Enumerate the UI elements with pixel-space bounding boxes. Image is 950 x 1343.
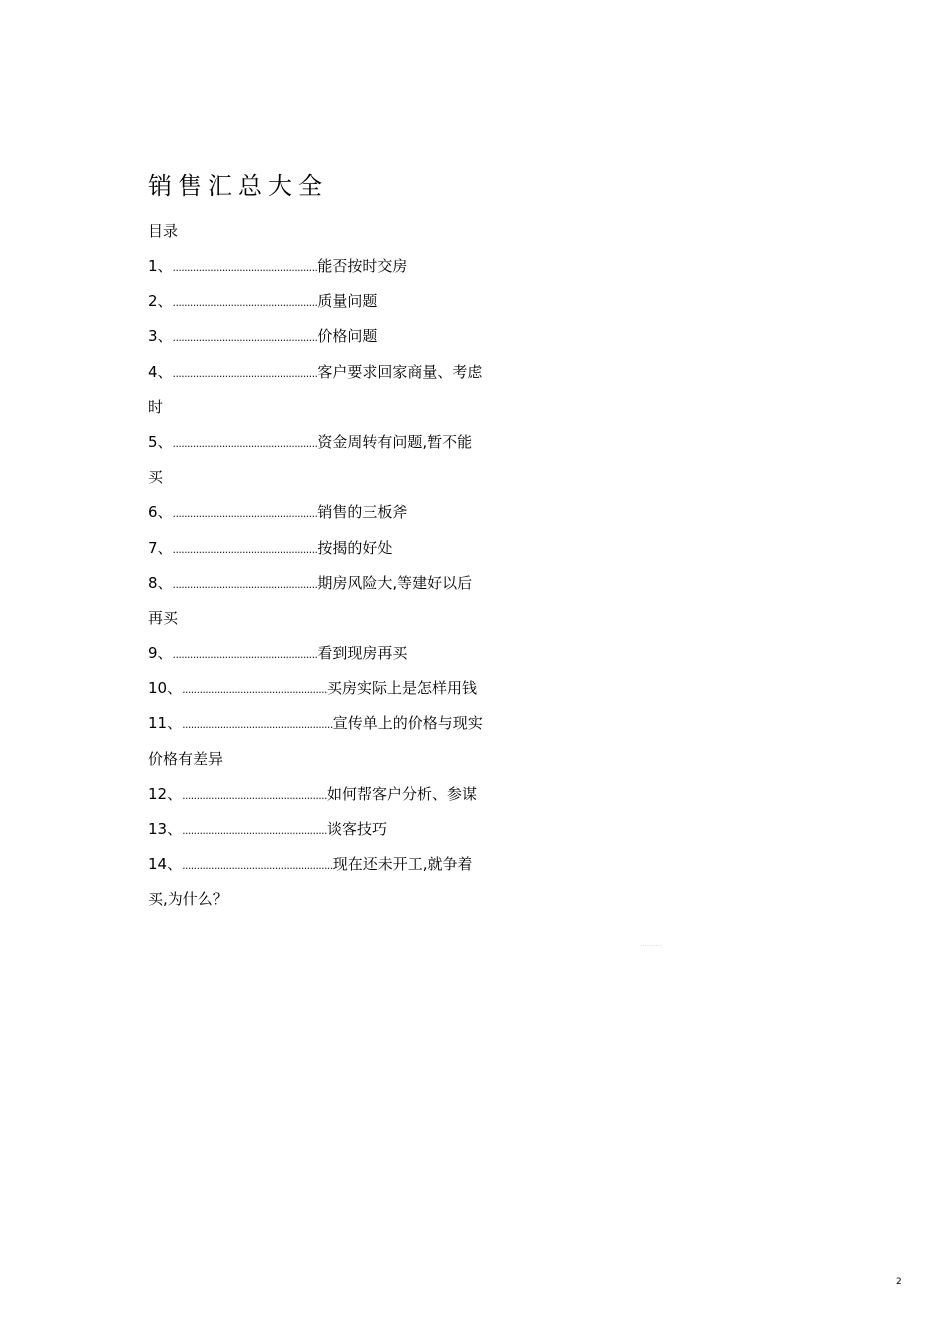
toc-title-continued: 价格有差异 bbox=[148, 749, 224, 768]
toc-title: 谈客技巧 bbox=[326, 820, 387, 838]
toc-number: 11、 bbox=[148, 714, 183, 733]
toc-heading: 目录 bbox=[148, 222, 179, 240]
toc-title-continued: 买,为什么？ bbox=[148, 890, 228, 909]
toc-entry-6 bbox=[148, 501, 588, 536]
toc-entry-12 bbox=[148, 783, 588, 818]
faint-dotted-mark: .......... bbox=[640, 940, 663, 948]
toc-title: 看到现房再买 bbox=[317, 644, 408, 663]
toc-entry-5 bbox=[148, 431, 588, 466]
document-title: 销售汇总大全 bbox=[148, 172, 328, 200]
toc-entry-13 bbox=[148, 818, 588, 853]
toc-leader-dots: .................................................. bbox=[172, 577, 318, 591]
toc-entry-5-continued bbox=[148, 466, 588, 501]
toc-title: 买房实际上是怎样用钱 bbox=[326, 679, 477, 698]
toc-leader-dots: .................................................. bbox=[172, 296, 318, 310]
toc-number: 8、 bbox=[148, 573, 173, 592]
toc-number: 1、 bbox=[148, 257, 173, 275]
toc-leader-dots: .................................................. bbox=[172, 542, 318, 556]
toc-leader-dots: .................................................. bbox=[172, 331, 318, 345]
toc-title-continued: 时 bbox=[148, 397, 164, 416]
toc-entry-4 bbox=[148, 361, 588, 396]
toc-title: 期房风险大,等建好以后 bbox=[317, 573, 473, 592]
toc-title: 客户要求回家商量、考虑 bbox=[317, 362, 483, 381]
toc-number: 4、 bbox=[148, 362, 173, 381]
toc-entry-14-continued bbox=[148, 888, 588, 923]
toc-entry-11-continued bbox=[148, 748, 588, 783]
toc-number: 12、 bbox=[148, 784, 183, 803]
toc-title: 宣传单上的价格与现实 bbox=[332, 714, 483, 733]
toc-leader-dots: .................................................... bbox=[182, 859, 333, 873]
toc-leader-dots: .................................................... bbox=[182, 718, 333, 732]
toc-entry-9 bbox=[148, 642, 588, 677]
toc-title: 现在还未开工,就争着 bbox=[332, 855, 473, 874]
toc-title-continued: 再买 bbox=[148, 608, 179, 627]
page-number: 2 bbox=[896, 1277, 902, 1287]
toc-entry-8 bbox=[148, 572, 588, 607]
toc-title: 如何帮客户分析、参谋 bbox=[326, 784, 477, 803]
toc-leader-dots: .................................................. bbox=[172, 648, 318, 662]
toc-entry-3 bbox=[148, 325, 588, 360]
table-of-contents bbox=[148, 255, 588, 924]
toc-leader-dots: .................................................. bbox=[172, 436, 318, 450]
toc-number: 3、 bbox=[148, 327, 173, 346]
toc-entry-2 bbox=[148, 290, 588, 325]
toc-leader-dots: .................................................. bbox=[182, 824, 327, 837]
toc-entry-8-continued bbox=[148, 607, 588, 642]
toc-number: 13、 bbox=[148, 820, 183, 838]
toc-entry-14 bbox=[148, 853, 588, 888]
toc-leader-dots: .................................................. bbox=[172, 507, 318, 521]
toc-leader-dots: .................................................. bbox=[182, 788, 327, 802]
toc-title: 按揭的好处 bbox=[317, 538, 393, 557]
toc-title: 质量问题 bbox=[317, 292, 378, 311]
toc-entry-10 bbox=[148, 677, 588, 712]
toc-entry-4-continued bbox=[148, 396, 588, 431]
toc-entry-11 bbox=[148, 712, 588, 747]
toc-leader-dots: .................................................. bbox=[172, 366, 318, 380]
toc-title-continued: 买 bbox=[148, 468, 164, 487]
toc-number: 2、 bbox=[148, 292, 173, 311]
toc-number: 6、 bbox=[148, 503, 173, 522]
toc-number: 10、 bbox=[148, 679, 183, 698]
toc-number: 5、 bbox=[148, 432, 173, 451]
toc-leader-dots: .................................................. bbox=[172, 261, 318, 274]
toc-leader-dots: .................................................. bbox=[182, 683, 327, 697]
toc-entry-1 bbox=[148, 255, 588, 290]
toc-number: 14、 bbox=[148, 855, 183, 874]
toc-title: 价格问题 bbox=[317, 327, 378, 346]
toc-title: 资金周转有问题,暂不能 bbox=[317, 432, 473, 451]
toc-number: 7、 bbox=[148, 538, 173, 557]
toc-title: 销售的三板斧 bbox=[317, 503, 408, 522]
toc-entry-7 bbox=[148, 537, 588, 572]
toc-number: 9、 bbox=[148, 644, 173, 663]
toc-title: 能否按时交房 bbox=[317, 257, 408, 275]
